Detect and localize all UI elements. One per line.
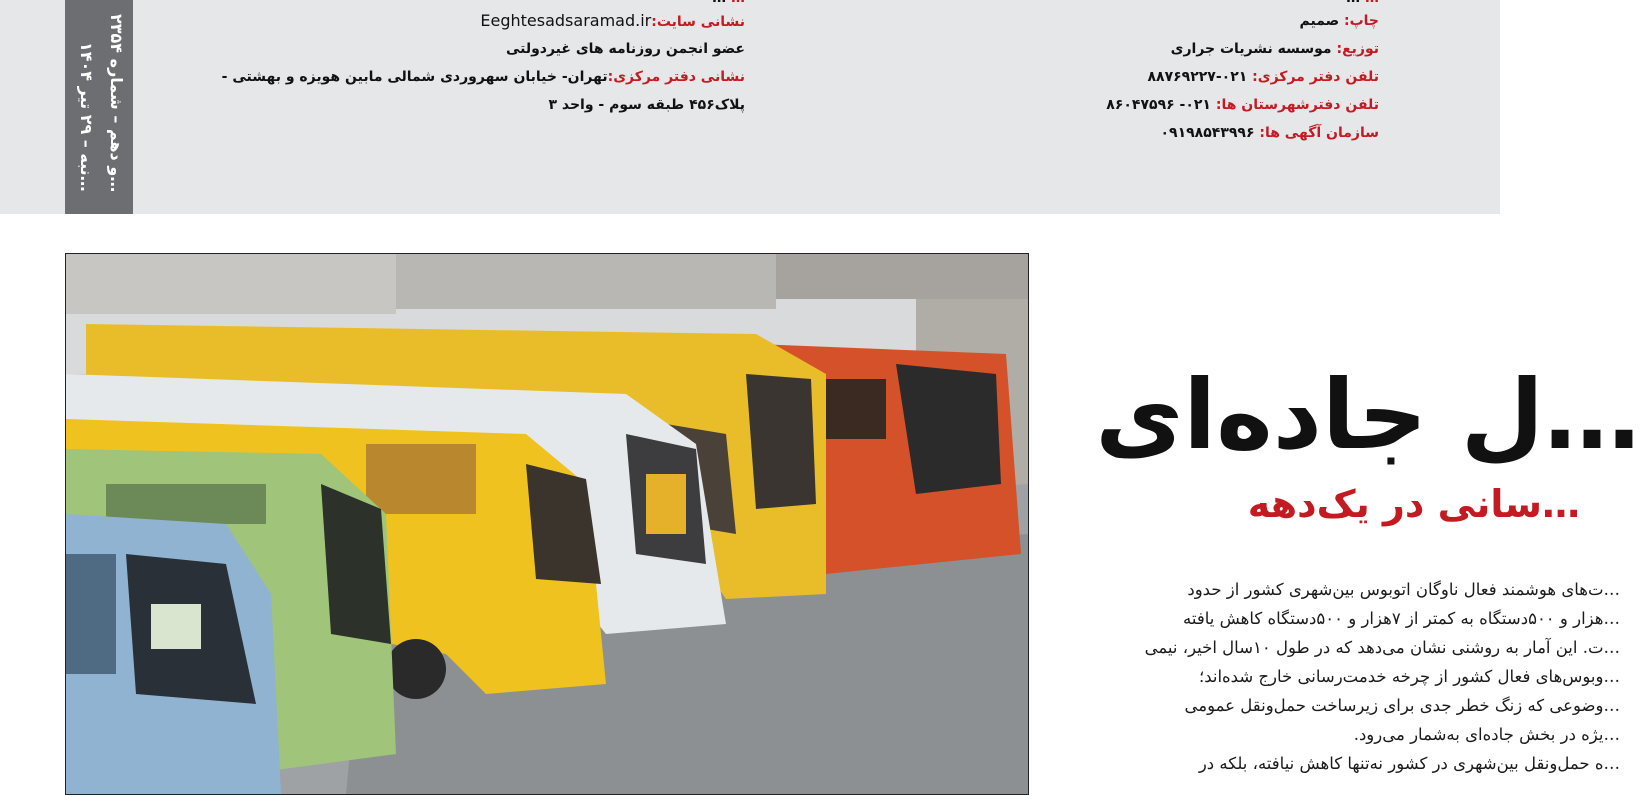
website-label: نشانی سایت: [651,14,745,30]
website-row [480,10,745,32]
address-row-2: پلاک۴۵۶ طبقه سوم - واحد ۳ [548,97,745,113]
cut-row-left [712,0,745,9]
body-line: …ت‌های هوشمند فعال ناوگان اتوبوس بین‌شهری کشور از حدود [1187,580,1620,599]
membership-row: عضو انجمن روزنامه های غیردولتی [505,41,745,57]
website-url[interactable]: Eeghtesadsaramad.ir [480,11,652,30]
article-headline: …ل جاده‌ای [1095,359,1640,471]
body-line: …ت. این آمار به روشنی نشان می‌دهد که در طول ۱۰سال اخیر، نیمی [1144,638,1620,657]
print-row: چاپ: صمیم [1299,13,1379,29]
buses-illustration [66,254,1028,794]
address-value: تهران- خیابان سهروردی شمالی مابین هویزه و بهشتی - [221,69,608,85]
provinces-phone-row: تلفن دفترشهرستان ها: ۰۲۱- ۸۶۰۴۷۵۹۶ [1106,97,1379,113]
distribution-row: توزیع: موسسه نشریات جراری [1170,41,1379,57]
address-row [222,66,745,88]
ads-row: سازمان آگهی ها: ۰۹۱۹۸۵۴۳۹۹۶ [1160,125,1379,141]
body-line: …ه حمل‌ونقل بین‌شهری در کشور نه‌تنها کاهش نیافته، بلکه در [1198,754,1620,773]
body-line: …وبوس‌های فعال کشور از چرخه خدمت‌رسانی خارج شده‌اند؛ [1198,667,1620,686]
article-body [1060,575,1620,795]
central-phone-row: تلفن دفتر مرکزی: ۰۲۱-۸۸۷۶۹۲۲۷ [1147,69,1379,85]
buses-photo [65,253,1029,795]
cut-row-right [1346,0,1379,9]
body-line: …یژه در بخش جاده‌ای به‌شمار می‌رود. [1353,725,1620,744]
issue-number: …و دهم – شماره ۲۳۵۴ [107,13,126,192]
body-line: …هزار و ۵۰۰دستگاه به کمتر از ۷هزار و ۵۰۰دستگاه کاهش یافته [1183,609,1620,628]
issue-date: …نبه – ۲۹ تیر ۱۴۰۴ [77,42,96,192]
article-subhead: …سانی در یک‌دهه [1247,482,1580,526]
body-line: …وضوعی که زنگ خطر جدی برای زیرساخت حمل‌ونقل عمومی [1184,696,1620,715]
address-label: نشانی دفتر مرکزی: [607,69,745,85]
